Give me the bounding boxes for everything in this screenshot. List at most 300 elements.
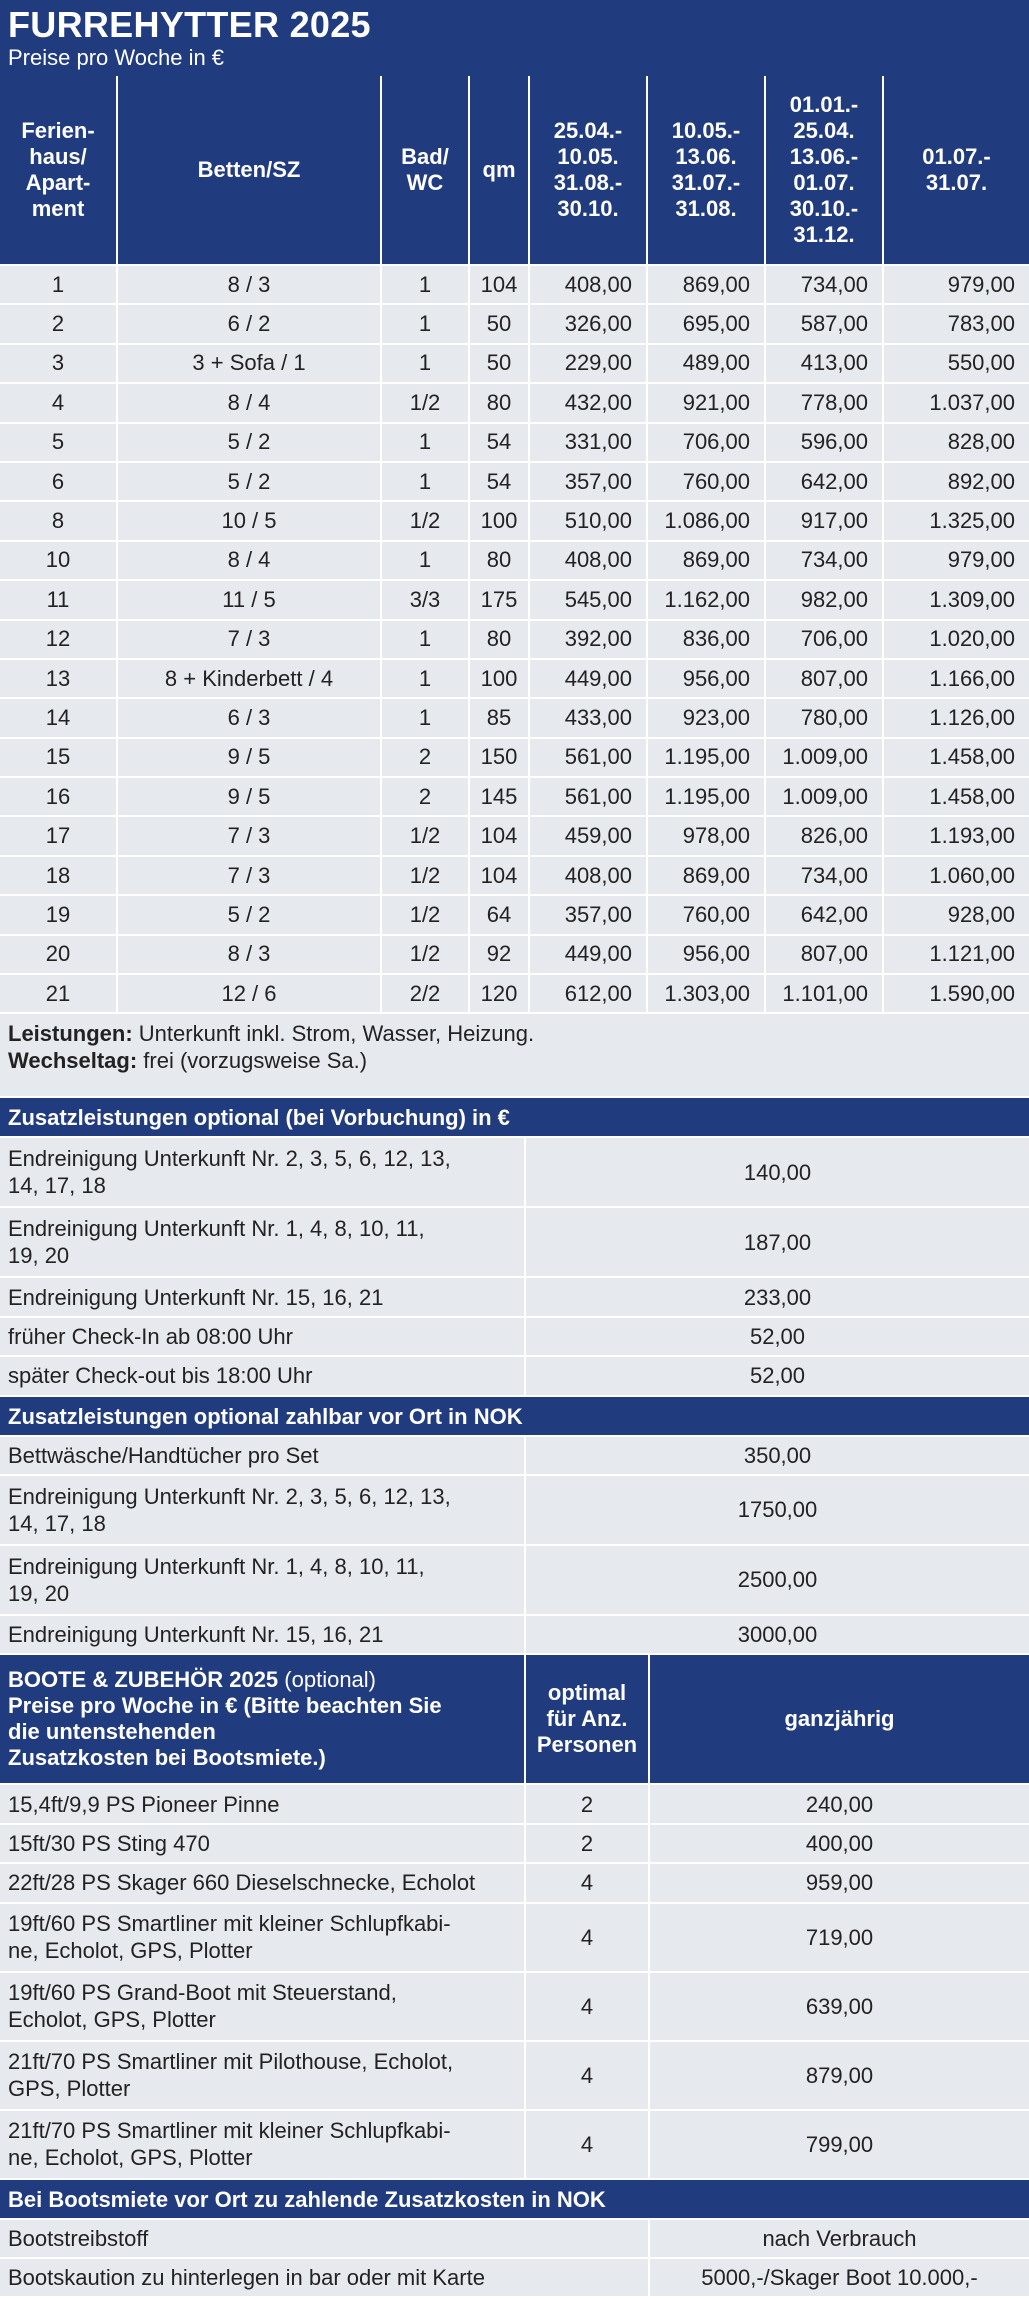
table-cell: 3/3 [382,581,470,620]
boat-label-line: ne, Echolot, GPS, Plotter [8,2145,253,2171]
table-cell: 917,00 [766,502,884,541]
boat-label-line: 19ft/60 PS Smartliner mit kleiner Schlupfkabi- [8,1911,451,1937]
list-item [0,2111,1029,2180]
boat-price: 400,00 [650,1825,1029,1864]
table-cell: 1.590,00 [884,975,1029,1014]
item-value: 3000,00 [526,1616,1029,1655]
price-column-header [382,76,470,266]
table-cell: 550,00 [884,345,1029,384]
list-item [0,1864,1029,1903]
boats-subtitle-line: Preise pro Woche in € (Bitte beachten Sie [8,1693,442,1719]
cost-label: Bootstreibstoff [0,2220,650,2259]
boats-subtitle-line: Zusatzkosten bei Bootsmiete.) [8,1745,326,1771]
boat-costs-table [0,2220,1029,2298]
table-cell: 734,00 [766,266,884,305]
item-label-line: Endreinigung Unterkunft Nr. 2, 3, 5, 6, 12, 13, [8,1483,451,1509]
table-cell: 1 [382,345,470,384]
boats-title-optional: (optional) [278,1667,377,1693]
boat-persons: 4 [526,1973,650,2042]
boat-label-line: 15,4ft/9,9 PS Pioneer Pinne [8,1791,280,1817]
persons-header-line: Personen [536,1732,638,1758]
item-label-line: 14, 17, 18 [8,1510,106,1536]
table-cell: 1/2 [382,936,470,975]
header-line: 31.12. [793,222,855,247]
boat-label-line: 22ft/28 PS Skager 660 Dieselschnecke, Echolot [8,1870,476,1896]
table-cell: 18 [0,857,118,896]
table-row [0,581,1029,620]
table-cell: 12 / 6 [118,975,382,1014]
boat-persons: 4 [526,2111,650,2180]
table-cell: 50 [470,345,530,384]
boat-label-line: 19ft/60 PS Grand-Boot mit Steuerstand, [8,1980,397,2006]
header-line: 31.07.- [671,170,741,195]
table-cell: 408,00 [530,266,648,305]
table-cell: 13 [0,660,118,699]
item-value: 52,00 [526,1318,1029,1357]
table-row [0,660,1029,699]
table-cell: 706,00 [648,424,766,463]
table-cell: 921,00 [648,384,766,423]
leistungen-line [8,1020,1021,1047]
table-cell: 5 / 2 [118,424,382,463]
table-cell: 459,00 [530,817,648,856]
header-line: 10.05. [557,144,619,169]
boat-persons: 4 [526,1904,650,1973]
table-cell: 734,00 [766,857,884,896]
boat-label [0,2111,526,2180]
list-item [0,1546,1029,1616]
table-cell: 807,00 [766,936,884,975]
table-cell: 1.195,00 [648,739,766,778]
extras-prebooking-table [0,1138,1029,1396]
table-cell: 8 / 4 [118,542,382,581]
table-cell: 19 [0,896,118,935]
table-cell: 778,00 [766,384,884,423]
table-cell: 1.037,00 [884,384,1029,423]
price-column-header [530,76,648,266]
table-cell: 1 [382,699,470,738]
table-cell: 432,00 [530,384,648,423]
item-label-line: früher Check-In ab 08:00 Uhr [8,1324,293,1349]
header-line: 31.07. [925,170,988,195]
table-cell: 826,00 [766,817,884,856]
table-cell: 12 [0,621,118,660]
item-label-line: 19, 20 [8,1580,70,1606]
table-cell: 104 [470,817,530,856]
table-cell: 642,00 [766,896,884,935]
boats-price-header: ganzjährig [650,1655,1029,1785]
list-item [0,1785,1029,1824]
table-cell: 1 [382,463,470,502]
boat-price: 639,00 [650,1973,1029,2042]
table-cell: 760,00 [648,896,766,935]
table-cell: 2 [382,778,470,817]
boat-label-line: ne, Echolot, GPS, Plotter [8,1938,253,1964]
list-item [0,1973,1029,2042]
table-cell: 836,00 [648,621,766,660]
table-row [0,857,1029,896]
table-cell: 1 [382,542,470,581]
table-row [0,463,1029,502]
table-cell: 489,00 [648,345,766,384]
list-item [0,1318,1029,1357]
table-cell: 7 / 3 [118,621,382,660]
table-cell: 1/2 [382,502,470,541]
table-cell: 1/2 [382,896,470,935]
table-row [0,778,1029,817]
table-cell: 145 [470,778,530,817]
table-cell: 80 [470,384,530,423]
boats-title-cell [0,1655,526,1785]
item-label-line: Endreinigung Unterkunft Nr. 15, 16, 21 [8,1622,384,1648]
list-item [0,2259,1029,2298]
boat-costs-heading: Bei Bootsmiete vor Ort zu zahlende Zusatzkosten in NOK [0,2180,1029,2220]
item-label-line: Endreinigung Unterkunft Nr. 15, 16, 21 [8,1284,384,1310]
table-cell: 16 [0,778,118,817]
header-line: ment [31,196,85,221]
table-cell: 100 [470,502,530,541]
table-cell: 979,00 [884,542,1029,581]
extras-local-heading: Zusatzleistungen optional zahlbar vor Ort in NOK [0,1397,1029,1437]
item-value: 350,00 [526,1437,1029,1476]
boat-price: 879,00 [650,2042,1029,2111]
table-cell: 10 [0,542,118,581]
table-cell: 413,00 [766,345,884,384]
table-cell: 780,00 [766,699,884,738]
table-row [0,542,1029,581]
header-line: 31.08. [675,196,737,221]
item-label-line: Endreinigung Unterkunft Nr. 2, 3, 5, 6, 12, 13, [8,1146,451,1172]
list-item [0,2042,1029,2111]
item-label-line: Endreinigung Unterkunft Nr. 1, 4, 8, 10, 11, [8,1553,425,1579]
persons-header-line: für Anz. [546,1706,628,1732]
table-cell: 8 [0,502,118,541]
list-item [0,1208,1029,1278]
table-row [0,502,1029,541]
price-column-header [470,76,530,266]
table-cell: 892,00 [884,463,1029,502]
boat-label [0,1825,526,1864]
table-row [0,384,1029,423]
list-item [0,1825,1029,1864]
table-cell: 20 [0,936,118,975]
table-row [0,975,1029,1014]
table-cell: 6 / 2 [118,305,382,344]
boat-label [0,2042,526,2111]
table-row [0,345,1029,384]
table-cell: 449,00 [530,660,648,699]
item-value: 1750,00 [526,1476,1029,1546]
item-label [0,1357,526,1396]
item-label-line: 14, 17, 18 [8,1173,106,1199]
boat-persons: 2 [526,1825,650,1864]
header-line: 13.06. [675,144,737,169]
table-cell: 1/2 [382,857,470,896]
table-cell: 1.458,00 [884,739,1029,778]
list-item [0,1616,1029,1655]
header-line: 10.05.- [671,118,741,143]
table-cell: 326,00 [530,305,648,344]
table-cell: 229,00 [530,345,648,384]
table-cell: 4 [0,384,118,423]
table-cell: 50 [470,305,530,344]
table-cell: 5 / 2 [118,896,382,935]
list-item [0,1357,1029,1396]
boats-persons-header [526,1655,650,1785]
item-label-line: später Check-out bis 18:00 Uhr [8,1363,313,1389]
table-cell: 14 [0,699,118,738]
table-row [0,266,1029,305]
boat-persons: 4 [526,2042,650,2111]
table-cell: 175 [470,581,530,620]
table-cell: 828,00 [884,424,1029,463]
header-line: Betten/SZ [197,157,301,182]
table-cell: 1 [382,660,470,699]
item-label-line: Bettwäsche/Handtücher pro Set [8,1442,319,1468]
header-line: 25.04.- [553,118,623,143]
extras-local-table [0,1437,1029,1656]
header-line: haus/ [29,144,87,169]
item-label [0,1318,526,1357]
table-cell: 612,00 [530,975,648,1014]
table-cell: 331,00 [530,424,648,463]
table-cell: 545,00 [530,581,648,620]
boat-label [0,1904,526,1973]
header-line: Apart- [25,170,91,195]
table-cell: 100 [470,660,530,699]
list-item [0,1476,1029,1546]
list-item [0,1437,1029,1476]
table-cell: 923,00 [648,699,766,738]
boat-label-line: 21ft/70 PS Smartliner mit Pilothouse, Echolot, [8,2049,454,2075]
table-cell: 408,00 [530,857,648,896]
item-value: 140,00 [526,1138,1029,1208]
item-label [0,1278,526,1317]
table-cell: 587,00 [766,305,884,344]
boats-header [0,1655,1029,1785]
table-cell: 10 / 5 [118,502,382,541]
table-cell: 1 [382,424,470,463]
boats-title: BOOTE & ZUBEHÖR 2025 [8,1667,279,1693]
table-cell: 408,00 [530,542,648,581]
table-cell: 1.060,00 [884,857,1029,896]
table-cell: 1/2 [382,817,470,856]
item-label [0,1546,526,1616]
table-cell: 1 [0,266,118,305]
header-line: 30.10.- [789,196,859,221]
table-cell: 978,00 [648,817,766,856]
boat-label-line: GPS, Plotter [8,2076,131,2102]
item-value: 2500,00 [526,1546,1029,1616]
table-cell: 807,00 [766,660,884,699]
header-line: 01.07. [793,170,855,195]
header-line: 25.04. [793,118,855,143]
table-cell: 17 [0,817,118,856]
leistungen-text: Unterkunft inkl. Strom, Wasser, Heizung. [132,1021,535,1047]
table-cell: 1.303,00 [648,975,766,1014]
table-cell: 150 [470,739,530,778]
table-row [0,699,1029,738]
table-cell: 510,00 [530,502,648,541]
table-cell: 15 [0,739,118,778]
table-cell: 1.195,00 [648,778,766,817]
cabin-price-table [0,76,1029,1014]
table-cell: 7 / 3 [118,857,382,896]
boat-price: 799,00 [650,2111,1029,2180]
table-cell: 869,00 [648,266,766,305]
item-value: 187,00 [526,1208,1029,1278]
table-row [0,424,1029,463]
price-table-header [0,76,1029,266]
table-cell: 104 [470,266,530,305]
table-cell: 54 [470,463,530,502]
table-cell: 449,00 [530,936,648,975]
list-item [0,1278,1029,1317]
table-row [0,817,1029,856]
cost-label: Bootskaution zu hinterlegen in bar oder mit Karte [0,2259,650,2298]
wechseltag-label: Wechseltag: [8,1048,138,1074]
table-cell: 9 / 5 [118,778,382,817]
list-item [0,1138,1029,1208]
item-value: 52,00 [526,1357,1029,1396]
boat-price: 959,00 [650,1864,1029,1903]
cost-value: nach Verbrauch [650,2220,1029,2259]
table-cell: 956,00 [648,660,766,699]
header-line: Bad/ [401,144,449,169]
table-cell: 8 + Kinderbett / 4 [118,660,382,699]
table-cell: 1.101,00 [766,975,884,1014]
table-cell: 1 [382,621,470,660]
header-line: 01.07.- [922,144,991,169]
table-cell: 8 / 3 [118,266,382,305]
table-cell: 6 / 3 [118,699,382,738]
boats-table [0,1655,1029,2179]
table-cell: 928,00 [884,896,1029,935]
table-cell: 433,00 [530,699,648,738]
boat-label [0,1864,526,1903]
table-cell: 2 [382,739,470,778]
table-cell: 92 [470,936,530,975]
table-cell: 869,00 [648,542,766,581]
header-line: 31.08.- [553,170,623,195]
table-cell: 80 [470,542,530,581]
table-cell: 2 [0,305,118,344]
boat-label-line: Echolot, GPS, Plotter [8,2007,216,2033]
header-line: 01.01.- [789,92,859,117]
item-value: 233,00 [526,1278,1029,1317]
boat-label [0,1785,526,1824]
table-cell: 120 [470,975,530,1014]
table-cell: 596,00 [766,424,884,463]
table-cell: 1.126,00 [884,699,1029,738]
table-cell: 561,00 [530,739,648,778]
table-cell: 561,00 [530,778,648,817]
boat-persons: 2 [526,1785,650,1824]
header-line: Ferien- [21,118,95,143]
table-cell: 1.009,00 [766,778,884,817]
cost-value: 5000,-/Skager Boot 10.000,- [650,2259,1029,2298]
price-column-header [648,76,766,266]
notes-block [0,1014,1029,1098]
item-label [0,1616,526,1655]
table-cell: 1.458,00 [884,778,1029,817]
table-cell: 695,00 [648,305,766,344]
table-cell: 783,00 [884,305,1029,344]
item-label-line: Endreinigung Unterkunft Nr. 1, 4, 8, 10, 11, [8,1216,425,1242]
table-cell: 1 [382,266,470,305]
item-label [0,1437,526,1476]
table-cell: 8 / 4 [118,384,382,423]
table-cell: 982,00 [766,581,884,620]
table-cell: 760,00 [648,463,766,502]
boat-persons: 4 [526,1864,650,1903]
table-cell: 1 [382,305,470,344]
table-cell: 6 [0,463,118,502]
persons-header-line: optimal [547,1680,627,1706]
table-cell: 3 + Sofa / 1 [118,345,382,384]
price-column-header [884,76,1029,266]
boats-subtitle-line: die untenstehenden [8,1719,216,1745]
table-cell: 80 [470,621,530,660]
price-column-header [0,76,118,266]
header-line: qm [482,157,516,182]
table-cell: 1.309,00 [884,581,1029,620]
price-table-body [0,266,1029,1014]
page-title: FURREHYTTER 2025 [8,4,371,45]
page-subtitle: Preise pro Woche in € [8,45,225,70]
table-cell: 5 [0,424,118,463]
table-cell: 9 / 5 [118,739,382,778]
item-label [0,1208,526,1278]
table-row [0,305,1029,344]
table-cell: 8 / 3 [118,936,382,975]
item-label [0,1138,526,1208]
table-cell: 979,00 [884,266,1029,305]
boat-label-line: 21ft/70 PS Smartliner mit kleiner Schlupfkabi- [8,2118,451,2144]
table-cell: 1.020,00 [884,621,1029,660]
table-row [0,621,1029,660]
header-line: 13.06.- [789,144,859,169]
table-cell: 956,00 [648,936,766,975]
table-cell: 1.009,00 [766,739,884,778]
wechseltag-text: frei (vorzugsweise Sa.) [137,1048,368,1074]
header-line: WC [406,170,444,195]
table-row [0,896,1029,935]
table-cell: 7 / 3 [118,817,382,856]
table-cell: 85 [470,699,530,738]
table-cell: 706,00 [766,621,884,660]
table-cell: 1.162,00 [648,581,766,620]
table-cell: 734,00 [766,542,884,581]
table-cell: 5 / 2 [118,463,382,502]
table-cell: 21 [0,975,118,1014]
extras-prebooking-heading: Zusatzleistungen optional (bei Vorbuchung) in € [0,1098,1029,1138]
title-block [0,0,1029,76]
table-cell: 54 [470,424,530,463]
wechseltag-line [8,1047,1021,1074]
table-cell: 11 [0,581,118,620]
table-cell: 2/2 [382,975,470,1014]
table-cell: 357,00 [530,463,648,502]
table-cell: 1.166,00 [884,660,1029,699]
table-cell: 1.086,00 [648,502,766,541]
table-row [0,936,1029,975]
boat-label-line: 15ft/30 PS Sting 470 [8,1830,210,1856]
table-cell: 357,00 [530,896,648,935]
header-line: 30.10. [557,196,619,221]
leistungen-label: Leistungen: [8,1021,133,1047]
table-cell: 1.325,00 [884,502,1029,541]
